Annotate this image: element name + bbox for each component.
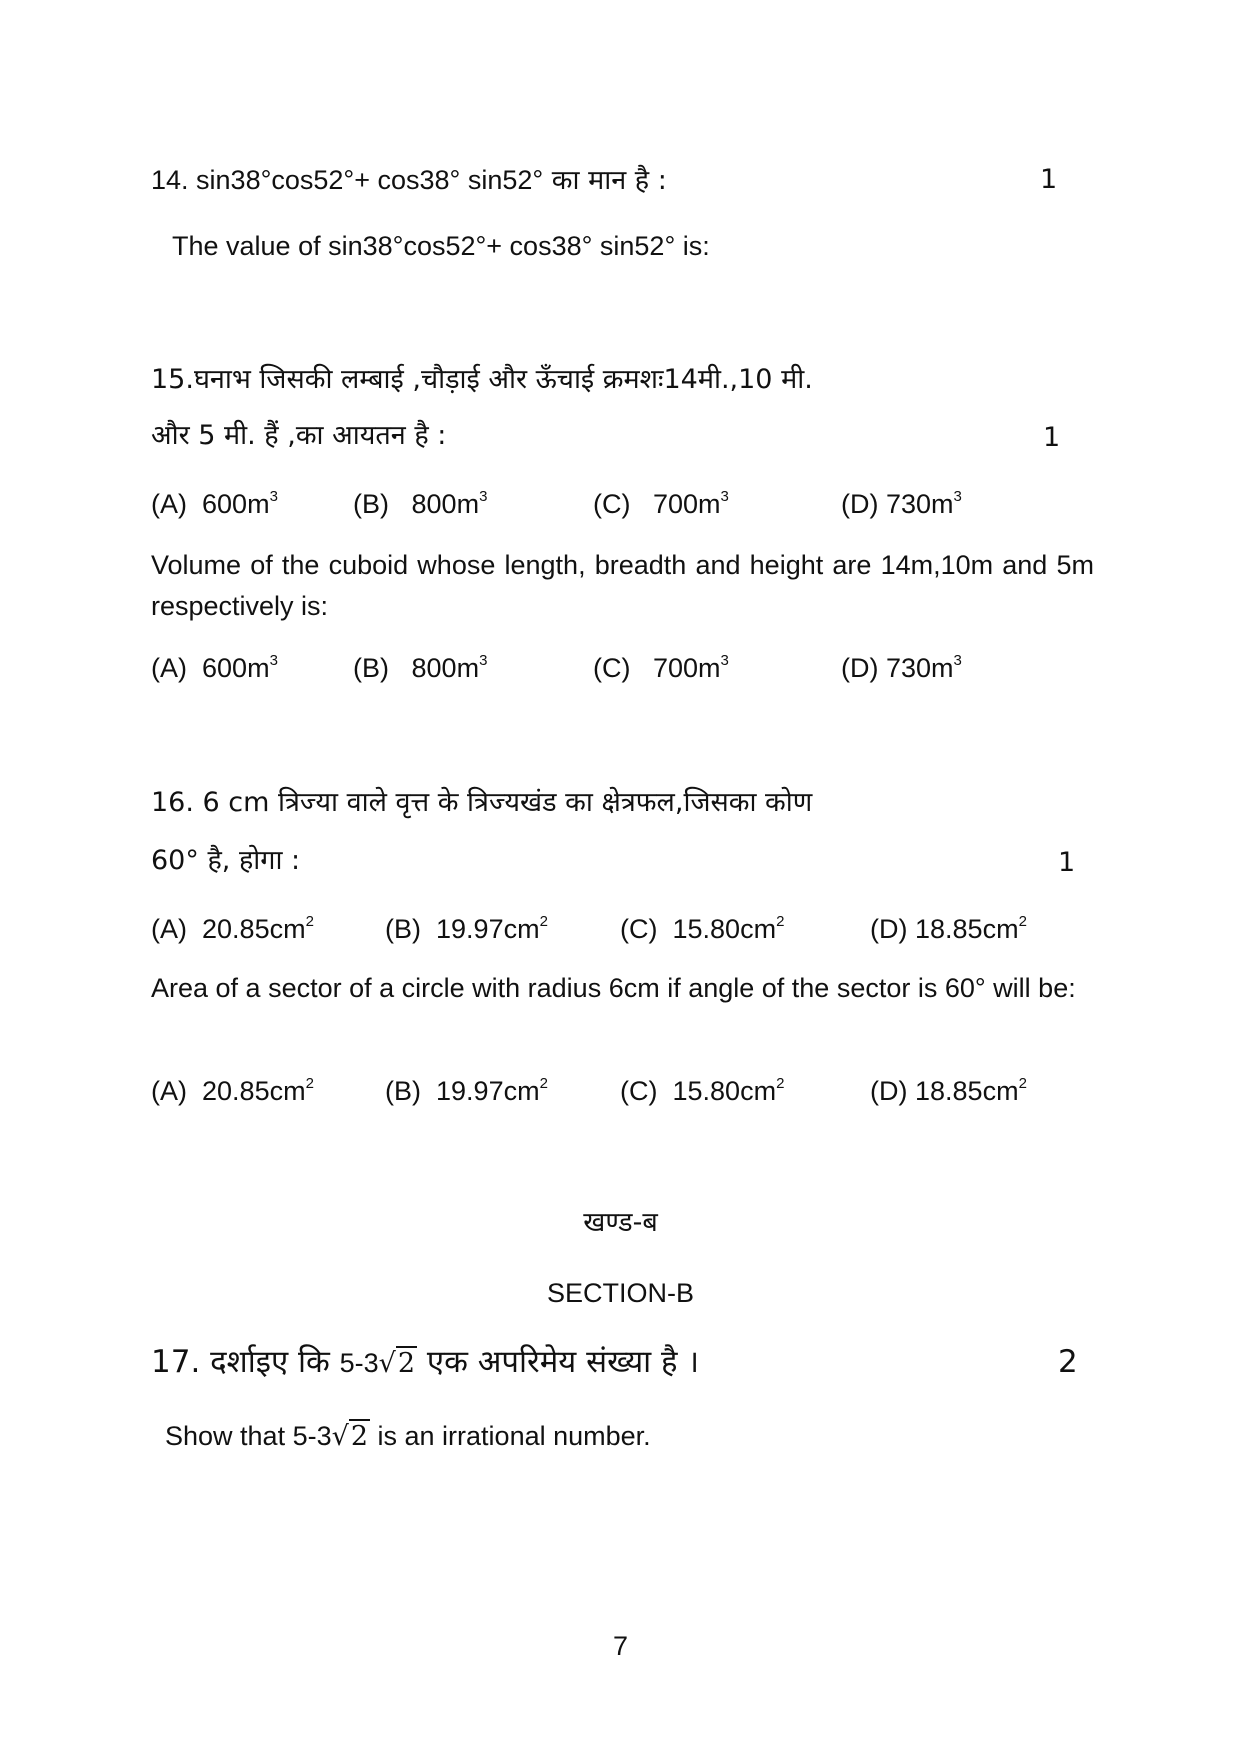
- q16-en-option-b: (B) $19.97cm^2$: [385, 1075, 548, 1106]
- q14-hindi-text: का मान है :: [551, 165, 667, 196]
- q17-marks: 2: [1058, 1344, 1078, 1380]
- q17-expr-lead: 5-3: [339, 1348, 379, 1378]
- q15-hindi-line2: और 5 मी. हैं ,का आयतन है :: [151, 420, 447, 451]
- q15-hi-option-d: (D) $730m^3$: [841, 488, 962, 519]
- q14-expression: 14. sin38°cos52°+ cos38° sin52°: [151, 165, 544, 195]
- q17-english-line: [165, 1418, 651, 1455]
- q16-hi-option-c: (C) $15.80cm^2$: [620, 913, 785, 944]
- q15-hi-option-a: (A) $600m^3$: [151, 488, 278, 519]
- q17-english-sqrt: [332, 1418, 370, 1455]
- q16-hindi-line2: 60° है, होगा :: [151, 845, 301, 876]
- q14-marks: 1: [1040, 164, 1058, 195]
- q15-hi-option-b: (B) $800m^3$: [353, 488, 488, 519]
- q17-sqrt: [379, 1346, 417, 1382]
- q17-english-suffix: is an irrational number.: [370, 1421, 651, 1451]
- sqrt-symbol-english: √: [331, 1421, 349, 1452]
- q17-english-expr-lead: 5-3: [292, 1421, 332, 1451]
- q17-hindi-prefix: 17. दर्शाइए कि: [151, 1344, 340, 1380]
- q14-english: The value of sin38°cos52°+ cos38° sin52° is:: [172, 231, 710, 261]
- q15-en-option-c: (C) $700m^3$: [593, 652, 729, 683]
- q16-en-option-d: (D) $18.85cm^2$: [870, 1075, 1027, 1106]
- q17-hindi-suffix: एक अपरिमेय संख्या है ।: [417, 1344, 700, 1380]
- page-number: 7: [612, 1631, 629, 1661]
- q17-hindi-line: [151, 1344, 699, 1382]
- section-title-hindi: खण्ड-ब: [583, 1207, 658, 1238]
- q16-hindi-line1: 16. 6 cm त्रिज्या वाले वृत्त के त्रिज्यखंड का क्षेत्रफल,जिसका कोण: [151, 787, 813, 818]
- q15-english: Volume of the cuboid whose length, breadth and height are 14m,10m and 5m respectively is:: [151, 550, 1094, 621]
- q15-en-option-b: (B) $800m^3$: [353, 652, 488, 683]
- q16-en-option-c: (C) $15.80cm^2$: [620, 1075, 785, 1106]
- sqrt-symbol: √: [378, 1348, 396, 1379]
- q16-hi-option-a: (A) $20.85cm^2$: [151, 913, 314, 944]
- q17-english-prefix: Show that: [165, 1421, 293, 1451]
- q16-hi-option-b: (B) $19.97cm^2$: [385, 913, 548, 944]
- q16-marks: 1: [1058, 847, 1076, 878]
- q14-hindi-line: [151, 162, 667, 199]
- q15-hindi-line1: 15.घनाभ जिसकी लम्बाई ,चौड़ाई और ऊँचाई क्रमशः14मी.,10 मी.: [151, 364, 813, 395]
- q15-marks: 1: [1043, 422, 1061, 453]
- q15-hi-option-c: (C) $700m^3$: [593, 488, 729, 519]
- q15-en-option-a: (A) $600m^3$: [151, 652, 278, 683]
- q16-en-option-a: (A) $20.85cm^2$: [151, 1075, 314, 1106]
- q16-english: Area of a sector of a circle with radius 6cm if angle of the sector is 60° will be:: [151, 973, 1076, 1003]
- q15-en-option-d: (D) $730m^3$: [841, 652, 962, 683]
- q17-radicand: 2: [397, 1348, 416, 1379]
- q16-hi-option-d: (D) $18.85cm^2$: [870, 913, 1027, 944]
- section-title-english: SECTION-B: [546, 1278, 694, 1308]
- q17-english-radicand: 2: [350, 1421, 369, 1452]
